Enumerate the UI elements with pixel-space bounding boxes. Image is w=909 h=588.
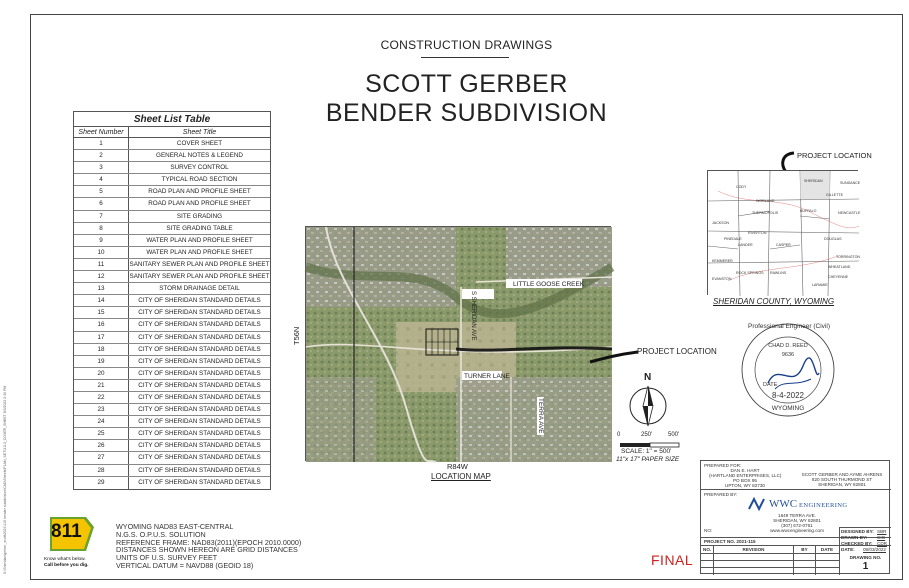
rev-col-date: DATE bbox=[820, 547, 834, 552]
project-location-label: PROJECT LOCATION bbox=[637, 347, 717, 356]
rev-col-by: BY bbox=[801, 547, 808, 552]
north-label: N bbox=[644, 372, 652, 383]
scale-text: SCALE: 1" = 500' bbox=[621, 448, 672, 455]
street-label-turner-lane: TURNER LANE bbox=[464, 373, 510, 380]
final-stamp: FINAL bbox=[651, 552, 694, 568]
county-map-town-label: DOUGLAS bbox=[824, 237, 842, 241]
prepared-for-label: PREPARED FOR: bbox=[704, 463, 742, 468]
sheet-number-cell: 16 bbox=[74, 319, 129, 330]
survey-note: WYOMING NAD83 EAST-CENTRAL bbox=[116, 522, 234, 531]
county-map-town-label: GILLETTE bbox=[826, 193, 843, 197]
scale-tick-500: 500' bbox=[668, 432, 680, 438]
seal-name: CHAD D. REED bbox=[768, 343, 808, 349]
sheet-table-row bbox=[74, 477, 270, 489]
sheet-table-body bbox=[74, 138, 270, 489]
firm-line: 1849 TERRA AVE. bbox=[778, 513, 816, 518]
sheet-number-cell: 21 bbox=[74, 380, 129, 391]
title-line-1: SCOTT GERBER bbox=[365, 70, 568, 98]
header-rule bbox=[421, 57, 509, 58]
sheet-number-cell: 17 bbox=[74, 332, 129, 343]
street-label-little-goose-creek: LITTLE GOOSE CREEK bbox=[513, 281, 585, 288]
sheet-number-cell: 20 bbox=[74, 368, 129, 379]
col-sheet-title: Sheet Title bbox=[182, 129, 217, 136]
owner-line: 820 SOUTH THURMOND ST bbox=[811, 477, 873, 482]
sheet-table-row bbox=[74, 332, 270, 344]
county-map-town-label: LANDER bbox=[738, 243, 753, 247]
drawn-by-value: CIG bbox=[877, 535, 886, 540]
county-map-town-label: CASPER bbox=[776, 243, 791, 247]
sheet-table-row bbox=[74, 247, 270, 259]
sheet-table-caption: Sheet List Table bbox=[74, 112, 270, 127]
survey-note: REFERENCE FRAME: NAD83(2011)(EPOCH 2010.0000) bbox=[116, 537, 302, 547]
sheet-title-cell: ROAD PLAN AND PROFILE SHEET bbox=[148, 200, 251, 208]
sheet-number-cell: 19 bbox=[74, 356, 129, 367]
sheet-table-row bbox=[74, 307, 270, 319]
sheet-list-table bbox=[73, 111, 271, 490]
sheet-title-cell: WATER PLAN AND PROFILE SHEET bbox=[146, 236, 253, 244]
sheet-title-cell: CITY OF SHERIDAN STANDARD DETAILS bbox=[138, 345, 261, 353]
county-map-town-label: WORLAND bbox=[756, 199, 775, 203]
client-line: DAN E. HART bbox=[730, 468, 760, 473]
sheet-table-row bbox=[74, 344, 270, 356]
divider bbox=[701, 567, 839, 568]
aerial-imagery bbox=[306, 227, 612, 462]
wyoming-county-map bbox=[707, 170, 861, 295]
sheet-title-cell: SANITARY SEWER PLAN AND PROFILE SHEET bbox=[129, 260, 270, 268]
county-map-town-label: KEMMERER bbox=[712, 259, 733, 263]
sheet-title-cell: GENERAL NOTES & LEGEND bbox=[156, 152, 243, 160]
county-map-town-label: CHEYENNE bbox=[828, 275, 848, 279]
sheet-table-row bbox=[74, 174, 270, 186]
sheet-table-row bbox=[74, 452, 270, 464]
sheet-title-cell: CITY OF SHERIDAN STANDARD DETAILS bbox=[138, 393, 261, 401]
county-map-town-label: BUFFALO bbox=[800, 209, 817, 213]
survey-note: VERTICAL DATUM = NAVD88 (GEOID 18) bbox=[116, 560, 254, 570]
county-map-town-label: LARAMIE bbox=[812, 283, 828, 287]
paper-size-text: 11"x 17" PAPER SIZE bbox=[616, 456, 680, 463]
sheet-title-cell: CITY OF SHERIDAN STANDARD DETAILS bbox=[138, 381, 261, 389]
firm-line: (307) 672-0761 bbox=[781, 523, 813, 528]
sheet-number-cell: 3 bbox=[74, 162, 129, 173]
sheet-title-cell: CITY OF SHERIDAN STANDARD DETAILS bbox=[138, 418, 261, 426]
sheet-table-row bbox=[74, 428, 270, 440]
sheet-number-cell: 14 bbox=[74, 295, 129, 306]
date-label: DATE: bbox=[841, 547, 855, 552]
sheet-title-cell: CITY OF SHERIDAN STANDARD DETAILS bbox=[138, 442, 261, 450]
sheet-table-row bbox=[74, 198, 270, 210]
sheet-number-cell: 1 bbox=[74, 138, 129, 149]
sheet-number-cell: 7 bbox=[74, 211, 129, 222]
seal-outer-text: Professional Engineer (Civil) bbox=[747, 323, 830, 330]
sheet-number-cell: 24 bbox=[74, 416, 129, 427]
checked-by-label: CHECKED BY: bbox=[841, 541, 873, 546]
call-811-tagline-2: Call before you dig. bbox=[44, 563, 89, 568]
sheet-table-header bbox=[74, 127, 270, 138]
sheet-number-cell: 9 bbox=[74, 235, 129, 246]
sheet-number-cell: 8 bbox=[74, 223, 129, 234]
sheet-title-cell: SITE GRADING bbox=[176, 212, 223, 220]
sheet-table-row bbox=[74, 162, 270, 174]
seal-date: 8-4-2022 bbox=[771, 391, 805, 400]
title-block bbox=[700, 460, 890, 574]
county-map-town-label: PINEDALE bbox=[724, 237, 742, 241]
sheet-table-row bbox=[74, 380, 270, 392]
sheet-table-row bbox=[74, 138, 270, 150]
no-label: NO: bbox=[704, 528, 713, 533]
sheet-table-row bbox=[74, 404, 270, 416]
sheet-title-cell: CITY OF SHERIDAN STANDARD DETAILS bbox=[138, 357, 261, 365]
survey-note: UNITS OF U.S. SURVEY FEET bbox=[116, 553, 218, 563]
sheet-title-cell: CITY OF SHERIDAN STANDARD DETAILS bbox=[138, 466, 261, 474]
owner-line: SCOTT GERBER AND AYME AHRENS bbox=[801, 472, 883, 477]
client-line: (HARTLAND ENTERPRISES, LLC) bbox=[709, 473, 782, 478]
sheet-table-row bbox=[74, 295, 270, 307]
sheet-title-cell: CITY OF SHERIDAN STANDARD DETAILS bbox=[138, 478, 261, 486]
sheet-number-cell: 26 bbox=[74, 440, 129, 451]
county-map-town-label: SUNDANCE bbox=[840, 181, 861, 185]
divider bbox=[839, 527, 891, 528]
county-map-town-label: EVANSTON bbox=[712, 277, 732, 281]
designed-by-value: SBR bbox=[877, 529, 887, 534]
call-811-number: 811 bbox=[51, 521, 82, 542]
seal-state: WYOMING bbox=[771, 405, 805, 412]
sheet-table-row bbox=[74, 440, 270, 452]
county-map-town-label: ROCK SPRINGS bbox=[736, 271, 764, 275]
sheet-title-cell: CITY OF SHERIDAN STANDARD DETAILS bbox=[138, 309, 261, 317]
survey-note: DISTANCES SHOWN HEREON ARE GRID DISTANCES bbox=[116, 545, 298, 555]
sheet-number-cell: 11 bbox=[74, 259, 129, 270]
call-811-tagline-1: Know what's below. bbox=[44, 557, 86, 562]
county-map-town-label: TORRINGTON bbox=[836, 255, 861, 259]
scale-tick-0: 0 bbox=[617, 432, 621, 438]
sheet-table-row bbox=[74, 211, 270, 223]
north-arrow-icon bbox=[627, 383, 669, 429]
project-pointer-line bbox=[590, 340, 640, 370]
prepared-by-label: PREPARED BY: bbox=[704, 492, 738, 497]
firm-name: WWC bbox=[769, 498, 798, 510]
client-line: PO BOX 95 bbox=[732, 478, 757, 483]
sheet-title-cell: WATER PLAN AND PROFILE SHEET bbox=[146, 248, 253, 256]
seal-date-label: DATE bbox=[763, 382, 778, 388]
owner-line: SHERIDAN, WY 82801 bbox=[818, 482, 866, 487]
rev-col-no: NO. bbox=[703, 547, 712, 552]
sheet-table-row bbox=[74, 465, 270, 477]
divider bbox=[701, 553, 839, 554]
drawn-by-label: DRAWN BY: bbox=[841, 535, 868, 540]
sheet-number-cell: 4 bbox=[74, 174, 129, 185]
firm-line: SHERIDAN, WY 82801 bbox=[773, 518, 821, 523]
sheet-number-cell: 2 bbox=[74, 150, 129, 161]
project-number: PROJECT NO. 2021-115 bbox=[704, 539, 756, 544]
sheet-title-cell: STORM DRAINAGE DETAIL bbox=[159, 285, 240, 293]
scale-tick-250: 250' bbox=[641, 432, 653, 438]
checked-by-value: CDR bbox=[877, 541, 887, 546]
sheet-number-cell: 13 bbox=[74, 283, 129, 294]
firm-line: www.wwcengineering.com bbox=[770, 528, 824, 533]
survey-note: N.G.S. O.P.U.S. SOLUTION bbox=[116, 529, 206, 539]
sheet-number-cell: 27 bbox=[74, 452, 129, 463]
aerial-location-map bbox=[305, 226, 611, 461]
sheet-title-cell: SURVEY CONTROL bbox=[170, 164, 229, 172]
sheet-number-cell: 28 bbox=[74, 465, 129, 476]
sheet-table-row bbox=[74, 235, 270, 247]
county-map-town-label: CODY bbox=[736, 185, 747, 189]
sheet-title-cell: CITY OF SHERIDAN STANDARD DETAILS bbox=[138, 454, 261, 462]
title-line-2: BENDER SUBDIVISION bbox=[325, 99, 608, 127]
sheet-table-row bbox=[74, 356, 270, 368]
designed-by-label: DESIGNED BY: bbox=[841, 529, 874, 534]
seal-text bbox=[733, 321, 843, 419]
sheet-title-cell: CITY OF SHERIDAN STANDARD DETAILS bbox=[138, 321, 261, 329]
sheet-table-row bbox=[74, 259, 270, 271]
sheet-table-row bbox=[74, 368, 270, 380]
sheet-number-cell: 12 bbox=[74, 271, 129, 282]
drawing-no-value: 1 bbox=[862, 561, 869, 572]
county-map-town-label: RAWLINS bbox=[770, 271, 787, 275]
county-map-town-label: NEWCASTLE bbox=[838, 211, 861, 215]
sheet-table-row bbox=[74, 319, 270, 331]
sheet-table-row bbox=[74, 271, 270, 283]
sheet-number-cell: 18 bbox=[74, 344, 129, 355]
sheet-table-row bbox=[74, 223, 270, 235]
location-map-caption: LOCATION MAP bbox=[431, 472, 491, 481]
call-811-logo bbox=[44, 513, 99, 573]
street-label-sheridan-ave: S SHERIDAN AVE bbox=[470, 291, 476, 341]
client-line: UPTON, WY 82730 bbox=[725, 483, 765, 488]
survey-notes bbox=[116, 523, 301, 570]
range-label: R84W bbox=[447, 462, 468, 471]
sheet-number-cell: 22 bbox=[74, 392, 129, 403]
sheet-title-cell: COVER SHEET bbox=[176, 140, 223, 147]
sheet-number-cell: 5 bbox=[74, 186, 129, 197]
township-label: T56N bbox=[292, 326, 301, 345]
county-map-town-label: WHEATLAND bbox=[828, 265, 851, 269]
sheet-title-cell: ROAD PLAN AND PROFILE SHEET bbox=[148, 188, 251, 196]
sheet-title-cell: SITE GRADING TABLE bbox=[166, 224, 233, 232]
sheet-number-cell: 25 bbox=[74, 428, 129, 439]
divider bbox=[701, 489, 891, 490]
header-label: CONSTRUCTION DRAWINGS bbox=[380, 38, 553, 52]
sheet-table-row bbox=[74, 283, 270, 295]
sheet-title-cell: CITY OF SHERIDAN STANDARD DETAILS bbox=[138, 297, 261, 305]
date-value: 08/03/2022 bbox=[863, 547, 886, 552]
sheet-title-cell: SANITARY SEWER PLAN AND PROFILE SHEET bbox=[129, 273, 270, 281]
sheet-number-cell: 6 bbox=[74, 198, 129, 209]
firm-suffix: ENGINEERING bbox=[799, 502, 848, 509]
sheet-title-cell: TYPICAL ROAD SECTION bbox=[161, 176, 238, 184]
sheet-number-cell: 15 bbox=[74, 307, 129, 318]
file-path-print: S:\Sheridan\gerber_scott\2021\115 bender subdivision\CAD\Sheets\PLAN_SET\2113_COVER_SHEET 8/3/2022 2:40 PM bbox=[3, 385, 7, 574]
county-project-location-label: PROJECT LOCATION bbox=[797, 151, 872, 160]
sheet-number-cell: 29 bbox=[74, 477, 129, 489]
sheet-table-row bbox=[74, 150, 270, 162]
sheet-table-row bbox=[74, 186, 270, 198]
county-map-town-label: JACKSON bbox=[712, 221, 729, 225]
county-map-town-label: RIVERTON bbox=[748, 231, 767, 235]
rev-col-revision: REVISION bbox=[742, 547, 765, 552]
sheet-title-cell: CITY OF SHERIDAN STANDARD DETAILS bbox=[138, 406, 261, 414]
sheet-number-cell: 10 bbox=[74, 247, 129, 258]
sheet-title-cell: CITY OF SHERIDAN STANDARD DETAILS bbox=[138, 430, 261, 438]
sheet-title-cell: CITY OF SHERIDAN STANDARD DETAILS bbox=[138, 369, 261, 377]
county-map-caption: SHERIDAN COUNTY, WYOMING bbox=[713, 297, 835, 306]
drawing-no-label: DRAWING NO. bbox=[849, 555, 882, 560]
sheet-table-row bbox=[74, 416, 270, 428]
seal-number: 9636 bbox=[781, 352, 795, 358]
sheet-table-row bbox=[74, 392, 270, 404]
wwc-logo-icon bbox=[747, 497, 769, 511]
col-sheet-number: Sheet Number bbox=[74, 127, 129, 137]
county-map-town-label: SHERIDAN bbox=[804, 179, 823, 183]
divider bbox=[701, 560, 839, 561]
sheet-number-cell: 23 bbox=[74, 404, 129, 415]
street-label-terra-ave: TERRA AVE bbox=[537, 398, 544, 434]
county-map-town-label: THERMOPOLIS bbox=[752, 211, 779, 215]
sheet-title-cell: CITY OF SHERIDAN STANDARD DETAILS bbox=[138, 333, 261, 341]
